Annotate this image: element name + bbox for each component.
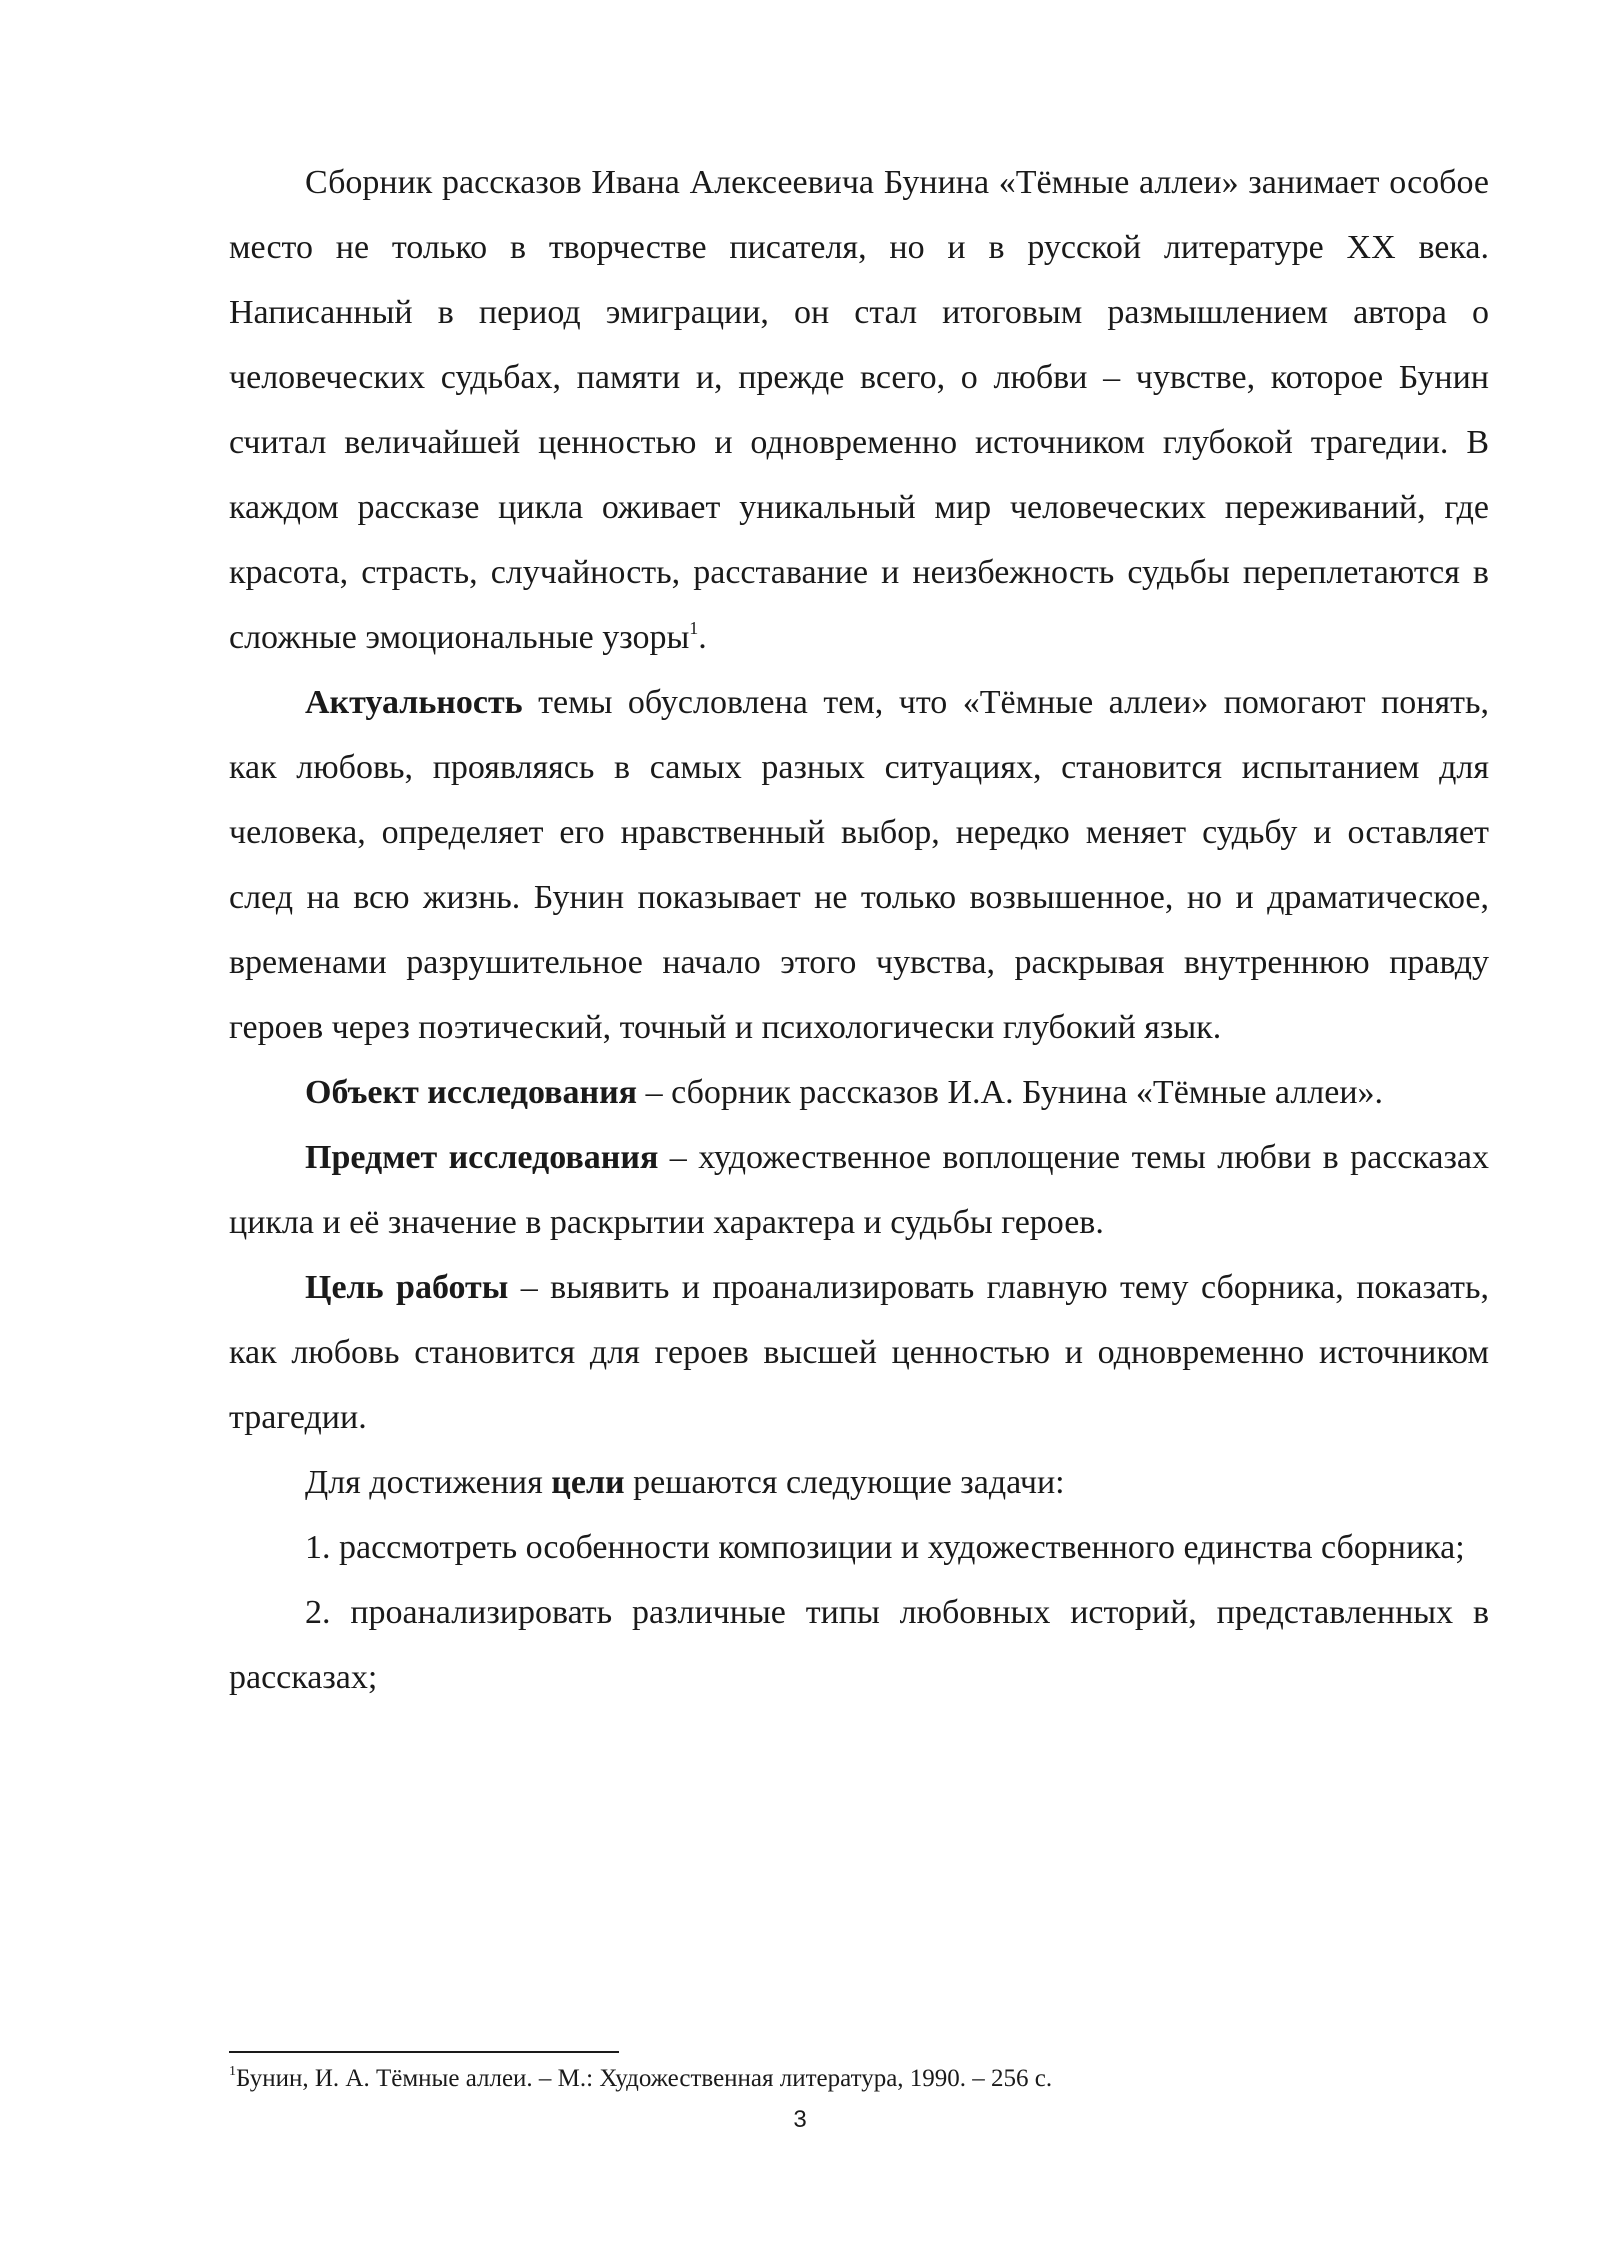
paragraph-intro-tail: .: [698, 619, 707, 656]
paragraph-intro: [229, 150, 1489, 670]
task-item-1: [229, 1515, 1489, 1580]
tasks-intro-before: Для достижения: [305, 1464, 552, 1501]
subject-text: – художественное воплощение темы любви в рассказах цикла и её значение в раскрытии характера и судьбы героев.: [229, 1139, 1489, 1241]
footnote-reference[interactable]: 1: [689, 617, 699, 638]
footnote-separator: [229, 2051, 619, 2053]
paragraph-tasks-intro: [229, 1450, 1489, 1515]
paragraph-intro-text: Сборник рассказов Ивана Алексеевича Бунина «Тёмные аллеи» занимает особое место не только в творчестве писателя, но и в русской литературе XX века. Написанный в период эмиграции, он стал итоговым размышлением автора о человеческих судьбах, памяти и, прежде всего, о любви – чувстве, которое Бунин считал величайшей ценностью и одновременно источником глубокой трагедии. В каждом рассказе цикла оживает уникальный мир человеческих переживаний, где красота, страсть, случайность, расставание и неизбежность судьбы переплетаются в сложные эмоциональные узоры: [229, 164, 1489, 656]
subject-heading: Предмет исследования: [305, 1139, 659, 1176]
relevance-text: темы обусловлена тем, что «Тёмные аллеи» помогают понять, как любовь, проявляясь в самых разных ситуациях, становится испытанием для человека, определяет его нравственный выбор, нередко меняет судьбу и оставляет след на всю жизнь. Бунин показывает не только возвышенное, но и драматическое, временами разрушительное начало этого чувства, раскрывая внутреннюю правду героев через поэтический, точный и психологически глубокий язык.: [229, 684, 1489, 1046]
footnote-mark: 1: [229, 2063, 236, 2079]
object-heading: Объект исследования: [305, 1074, 638, 1111]
goal-heading: Цель работы: [305, 1269, 509, 1306]
task-item-2: [229, 1580, 1489, 1710]
paragraph-relevance: [229, 670, 1489, 1060]
page-number: 3: [793, 2106, 807, 2133]
footnote: [229, 2063, 1489, 2095]
footnote-text: Бунин, И. А. Тёмные аллеи. – М.: Художественная литература, 1990. – 256 с.: [236, 2065, 1053, 2092]
paragraph-subject: [229, 1125, 1489, 1255]
body-text: [229, 150, 1489, 1710]
paragraph-goal: [229, 1255, 1489, 1450]
tasks-intro-after: решаются следующие задачи:: [624, 1464, 1065, 1501]
task-item-2-text: 2. проанализировать различные типы любовных историй, представленных в рассказах;: [229, 1594, 1489, 1696]
tasks-intro-bold: цели: [551, 1464, 625, 1501]
object-text: – сборник рассказов И.А. Бунина «Тёмные аллеи».: [637, 1074, 1384, 1111]
paragraph-object: [229, 1060, 1489, 1125]
task-item-1-text: 1. рассмотреть особенности композиции и художественного единства сборника;: [305, 1529, 1465, 1566]
relevance-heading: Актуальность: [305, 684, 523, 721]
goal-text: – выявить и проанализировать главную тему сборника, показать, как любовь становится для героев высшей ценностью и одновременно источником трагедии.: [229, 1269, 1489, 1436]
